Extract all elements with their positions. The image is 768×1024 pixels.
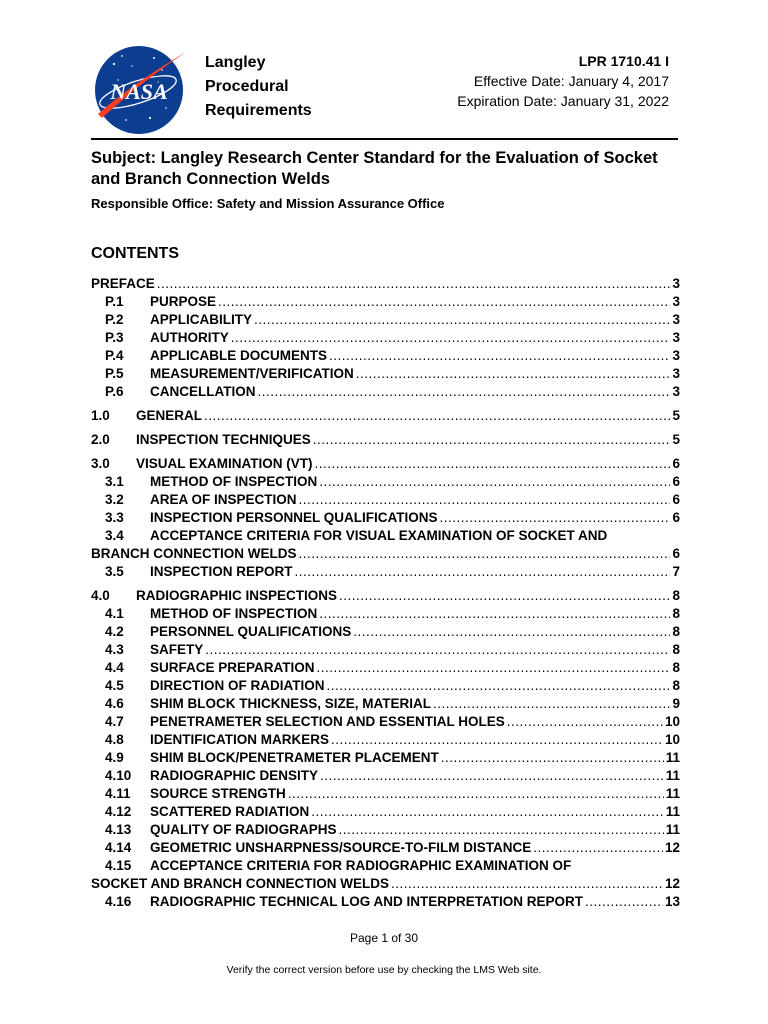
- toc-entry-number: 4.4: [105, 660, 124, 675]
- toc-entry[interactable]: [91, 329, 680, 347]
- toc-entry-number: 4.9: [105, 750, 124, 765]
- toc-entry[interactable]: [91, 677, 680, 695]
- toc-entry-page: 12: [664, 840, 680, 855]
- toc-entry[interactable]: [91, 455, 680, 473]
- toc-leader-dots: [299, 545, 671, 563]
- toc-entry-title: RADIOGRAPHIC TECHNICAL LOG AND INTERPRETATION REPORT: [150, 894, 584, 909]
- toc-leader-dots: [327, 677, 671, 695]
- toc-entry-number: 2.0: [91, 432, 110, 447]
- toc-leader-dots: [258, 383, 671, 401]
- toc-entry-number: 1.0: [91, 408, 110, 423]
- toc-entry-page: 6: [672, 474, 680, 489]
- toc-entry[interactable]: [91, 839, 680, 857]
- toc-entry-page: 8: [672, 642, 680, 657]
- toc-leader-dots: [231, 329, 671, 347]
- effective-date: Effective Date: January 4, 2017: [473, 73, 669, 89]
- toc-entry-number: 4.6: [105, 696, 124, 711]
- toc-entry-title: SHIM BLOCK/PENETRAMETER PLACEMENT: [150, 750, 439, 765]
- toc-entry-title: SCATTERED RADIATION: [150, 804, 310, 819]
- toc-entry-number: 4.3: [105, 642, 124, 657]
- toc-entry-page: 6: [672, 546, 680, 561]
- toc-entry[interactable]: [91, 605, 680, 623]
- toc-entry-number: 4.13: [105, 822, 132, 837]
- toc-entry-number: 3.1: [105, 474, 124, 489]
- toc-entry[interactable]: [91, 695, 680, 713]
- responsible-office: Responsible Office: Safety and Mission Assurance Office: [91, 196, 445, 211]
- org-line: Requirements: [205, 102, 312, 119]
- toc-entry-number: 3.2: [105, 492, 124, 507]
- toc-leader-dots: [313, 431, 671, 449]
- document-meta: [457, 51, 669, 111]
- toc-leader-dots: [317, 659, 671, 677]
- toc-entry-number: 4.5: [105, 678, 124, 693]
- toc-entry-title: RADIOGRAPHIC DENSITY: [150, 768, 319, 783]
- toc-entry-page: 11: [665, 768, 680, 783]
- toc-entry[interactable]: [91, 311, 680, 329]
- toc-leader-dots: [315, 455, 671, 473]
- toc-entry-number: 4.7: [105, 714, 124, 729]
- nasa-logo: [92, 44, 188, 136]
- toc-entry-title: SOURCE STRENGTH: [150, 786, 286, 801]
- toc-entry[interactable]: [91, 587, 680, 605]
- toc-leader-dots: [533, 839, 663, 857]
- toc-leader-dots: [433, 695, 670, 713]
- toc-entry[interactable]: [91, 641, 680, 659]
- toc-entry-number: 4.0: [91, 588, 110, 603]
- toc-entry-title: SHIM BLOCK THICKNESS, SIZE, MATERIAL: [150, 696, 432, 711]
- toc-entry[interactable]: [91, 431, 680, 449]
- toc-entry-title: PENETRAMETER SELECTION AND ESSENTIAL HOLES: [150, 714, 505, 729]
- toc-entry-title: AREA OF INSPECTION: [150, 492, 297, 507]
- toc-entry-page: 3: [672, 330, 680, 345]
- toc-entry-title: AUTHORITY: [150, 330, 229, 345]
- toc-entry-page: 6: [672, 492, 680, 507]
- toc-entry[interactable]: [91, 365, 680, 383]
- toc-entry-title: METHOD OF INSPECTION: [150, 474, 318, 489]
- toc-leader-dots: [254, 311, 670, 329]
- toc-entry-page: 8: [672, 588, 680, 603]
- toc-entry-title: METHOD OF INSPECTION: [150, 606, 318, 621]
- verify-notice: Verify the correct version before use by checking the LMS Web site.: [226, 964, 542, 976]
- toc-entry-page: 3: [672, 384, 680, 399]
- toc-entry[interactable]: [91, 527, 680, 545]
- toc-leader-dots: [299, 491, 671, 509]
- toc-entry-title: APPLICABILITY: [150, 312, 253, 327]
- toc-entry-number: 4.8: [105, 732, 124, 747]
- toc-entry-title: MEASUREMENT/VERIFICATION: [150, 366, 354, 381]
- toc-entry-page: 11: [665, 822, 680, 837]
- toc-entry-page: 3: [672, 366, 680, 381]
- toc-leader-dots: [311, 803, 663, 821]
- toc-entry[interactable]: [91, 563, 680, 581]
- toc-entry-title: INSPECTION PERSONNEL QUALIFICATIONS: [150, 510, 438, 525]
- nasa-logo-text: NASA: [110, 79, 168, 104]
- toc-entry[interactable]: [91, 407, 680, 425]
- toc-entry-page: 8: [672, 678, 680, 693]
- toc-leader-dots: [329, 347, 670, 365]
- toc-entry-number: 4.1: [105, 606, 124, 621]
- toc-entry-title: PURPOSE: [150, 294, 217, 309]
- toc-entry-title: GENERAL: [136, 408, 203, 423]
- toc-entry-page: 8: [672, 660, 680, 675]
- toc-entry-page: 3: [672, 294, 680, 309]
- toc-entry-number: 3.4: [105, 528, 124, 543]
- toc-entry[interactable]: [91, 659, 680, 677]
- toc-entry-continued[interactable]: [91, 875, 680, 893]
- toc-leader-dots: [339, 821, 664, 839]
- toc-entry-number: 3.0: [91, 456, 110, 471]
- toc-entry-number: P.3: [105, 330, 124, 345]
- toc-entry-number: P.4: [105, 348, 124, 363]
- expiration-date: Expiration Date: January 31, 2022: [457, 93, 669, 109]
- toc-leader-dots: [585, 893, 663, 911]
- toc-entry-title: CANCELLATION: [150, 384, 256, 399]
- toc-entry[interactable]: [91, 293, 680, 311]
- toc-entry[interactable]: [91, 821, 680, 839]
- toc-entry-title: DIRECTION OF RADIATION: [150, 678, 325, 693]
- toc-entry-number: P.5: [105, 366, 124, 381]
- toc-entry-title: QUALITY OF RADIOGRAPHS: [150, 822, 337, 837]
- toc-entry-number: 3.3: [105, 510, 124, 525]
- toc-leader-dots: [295, 563, 671, 581]
- header-divider: [91, 138, 678, 140]
- toc-entry[interactable]: [91, 893, 680, 911]
- toc-entry-page: 3: [672, 312, 680, 327]
- toc-entry[interactable]: [91, 275, 680, 293]
- contents-heading: CONTENTS: [91, 245, 179, 262]
- toc-entry[interactable]: [91, 383, 680, 401]
- toc-entry-title: SAFETY: [150, 642, 204, 657]
- toc-entry-number: P.6: [105, 384, 124, 399]
- toc-entry-number: 4.15: [105, 858, 132, 873]
- toc-entry-page: 5: [672, 432, 680, 447]
- toc-entry-page: 11: [665, 804, 680, 819]
- toc-entry-title: VISUAL EXAMINATION (VT): [136, 456, 313, 471]
- subject-title: Subject: Langley Research Center Standard for the Evaluation of Socket and Branch Connection Welds: [91, 149, 658, 188]
- toc-entry-page: 13: [664, 894, 680, 909]
- toc-entry-number: 3.5: [105, 564, 124, 579]
- toc-entry-page: 11: [665, 786, 680, 801]
- table-of-contents: [91, 275, 680, 911]
- toc-entry-page: 10: [664, 732, 680, 747]
- toc-leader-dots: [288, 785, 664, 803]
- toc-leader-dots: [391, 875, 663, 893]
- org-name: [205, 51, 312, 123]
- org-line: Langley: [205, 54, 266, 71]
- toc-entry[interactable]: [91, 731, 680, 749]
- toc-entry-page: 5: [672, 408, 680, 423]
- toc-leader-dots: [353, 623, 670, 641]
- toc-entry-page: 10: [664, 714, 680, 729]
- toc-leader-dots: [339, 587, 670, 605]
- toc-entry[interactable]: [91, 491, 680, 509]
- toc-leader-dots: [331, 731, 663, 749]
- toc-entry[interactable]: [91, 509, 680, 527]
- toc-entry-title: IDENTIFICATION MARKERS: [150, 732, 329, 747]
- toc-entry-page: 6: [672, 456, 680, 471]
- toc-entry-page: 8: [672, 606, 680, 621]
- toc-entry-page: 11: [665, 750, 680, 765]
- toc-leader-dots: [319, 473, 670, 491]
- toc-leader-dots: [440, 509, 671, 527]
- toc-entry-page: 3: [672, 276, 680, 291]
- toc-entry-number: P.1: [105, 294, 124, 309]
- toc-leader-dots: [441, 749, 664, 767]
- toc-leader-dots: [204, 407, 670, 425]
- doc-number: LPR 1710.41 I: [578, 53, 669, 69]
- toc-entry-number: 4.11: [105, 786, 131, 801]
- toc-entry-number: 4.14: [105, 840, 132, 855]
- toc-entry-number: P.2: [105, 312, 124, 327]
- toc-entry-page: 9: [672, 696, 680, 711]
- toc-entry-page: 6: [672, 510, 680, 525]
- page-number: Page 1 of 30: [349, 931, 419, 945]
- toc-entry-number: 4.12: [105, 804, 132, 819]
- toc-entry-number: 4.2: [105, 624, 124, 639]
- toc-entry-title: INSPECTION REPORT: [150, 564, 293, 579]
- toc-entry-title: SURFACE PREPARATION: [150, 660, 315, 675]
- org-line: Procedural: [205, 78, 289, 95]
- toc-entry-title: APPLICABLE DOCUMENTS: [150, 348, 328, 363]
- toc-entry[interactable]: [91, 749, 680, 767]
- toc-leader-dots: [157, 275, 671, 293]
- toc-entry-title: SOCKET AND BRANCH CONNECTION WELDS: [91, 876, 389, 891]
- toc-entry[interactable]: [91, 473, 680, 491]
- toc-entry[interactable]: [91, 623, 680, 641]
- toc-leader-dots: [218, 293, 670, 311]
- toc-entry-title: PERSONNEL QUALIFICATIONS: [150, 624, 352, 639]
- toc-entry-title: PREFACE: [91, 276, 155, 291]
- toc-entry-page: 3: [672, 348, 680, 363]
- toc-entry-page: 12: [664, 876, 680, 891]
- toc-entry-page: 7: [672, 564, 680, 579]
- toc-entry[interactable]: [91, 713, 680, 731]
- toc-leader-dots: [205, 641, 670, 659]
- toc-entry-title: INSPECTION TECHNIQUES: [136, 432, 311, 447]
- toc-entry-title: ACCEPTANCE CRITERIA FOR RADIOGRAPHIC EXAMINATION OF: [150, 858, 572, 873]
- toc-entry-title: BRANCH CONNECTION WELDS: [91, 546, 297, 561]
- toc-entry-title: GEOMETRIC UNSHARPNESS/SOURCE-TO-FILM DISTANCE: [150, 840, 532, 855]
- toc-entry[interactable]: [91, 767, 680, 785]
- toc-entry[interactable]: [91, 803, 680, 821]
- toc-leader-dots: [507, 713, 663, 731]
- toc-entry-number: 4.16: [105, 894, 132, 909]
- toc-entry-continued[interactable]: [91, 545, 680, 563]
- toc-leader-dots: [320, 767, 664, 785]
- toc-entry-title: RADIOGRAPHIC INSPECTIONS: [136, 588, 338, 603]
- toc-entry[interactable]: [91, 785, 680, 803]
- toc-leader-dots: [356, 365, 671, 383]
- toc-entry-page: 8: [672, 624, 680, 639]
- toc-entry[interactable]: [91, 347, 680, 365]
- toc-entry-title: ACCEPTANCE CRITERIA FOR VISUAL EXAMINATION OF SOCKET AND: [150, 528, 608, 543]
- toc-entry[interactable]: [91, 857, 680, 875]
- toc-leader-dots: [319, 605, 670, 623]
- toc-entry-number: 4.10: [105, 768, 132, 783]
